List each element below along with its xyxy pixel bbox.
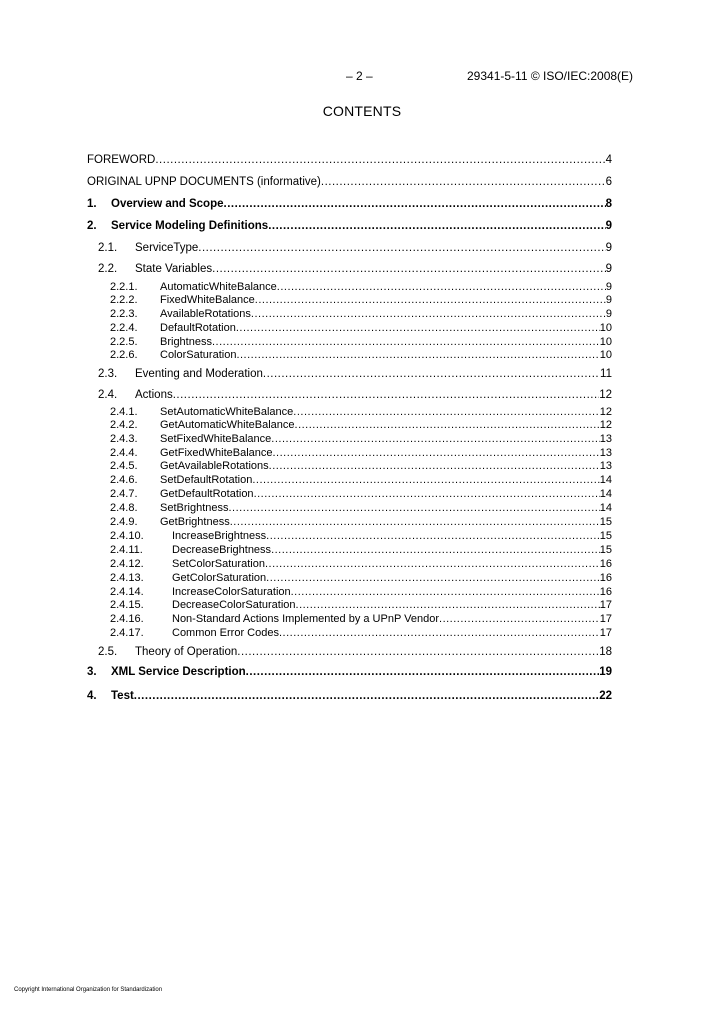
toc-entry[interactable] <box>110 459 612 473</box>
toc-leader-dots <box>198 241 605 255</box>
toc-entry-page: 8 <box>605 198 612 210</box>
toc-entry-title: SetBrightness <box>160 502 229 514</box>
toc-entry[interactable] <box>110 280 612 294</box>
toc-entry-title: SetAutomaticWhiteBalance <box>160 406 294 418</box>
toc-entry-page: 13 <box>599 433 612 445</box>
toc-entry-title: Actions <box>135 389 173 401</box>
toc-entry[interactable] <box>98 241 612 255</box>
toc-entry-page: 9 <box>605 281 612 293</box>
toc-entry-number: 2.4.12. <box>110 558 144 570</box>
toc-entry-page: 10 <box>599 322 612 334</box>
toc-entry[interactable] <box>110 543 612 557</box>
toc-leader-dots <box>237 645 599 659</box>
toc-entry-page: 9 <box>605 263 612 275</box>
toc-entry-number: 2.4.16. <box>110 613 144 625</box>
toc-leader-dots <box>273 446 600 460</box>
toc-entry-page: 13 <box>599 460 612 472</box>
toc-leader-dots <box>155 153 605 167</box>
toc-leader-dots <box>291 585 600 599</box>
toc-entry-title: Service Modeling Definitions <box>111 220 269 232</box>
toc-entry-title: AvailableRotations <box>160 308 251 320</box>
toc-entry-number: 2.2.3. <box>110 308 138 320</box>
toc-leader-dots <box>173 388 599 402</box>
toc-entry-title: Non-Standard Actions Implemented by a UPnP Vendor <box>172 613 440 625</box>
toc-entry-number: 3. <box>87 666 97 678</box>
toc-entry-page: 22 <box>599 690 612 702</box>
toc-entry-title: SetFixedWhiteBalance <box>160 433 272 445</box>
standard-reference: 29341-5-11 © ISO/IEC:2008(E) <box>467 69 634 83</box>
toc-entry-title: Test <box>111 690 134 702</box>
toc-entry-page: 10 <box>599 349 612 361</box>
toc-entry[interactable] <box>98 388 612 402</box>
toc-entry[interactable] <box>110 515 612 529</box>
toc-entry-number: 2.2.2. <box>110 294 138 306</box>
toc-entry-page: 13 <box>599 447 612 459</box>
toc-leader-dots <box>293 405 599 419</box>
toc-entry-number: 2.4.6. <box>110 474 138 486</box>
toc-entry-page: 15 <box>599 544 612 556</box>
toc-entry-page: 11 <box>600 368 612 380</box>
toc-entry-title: Eventing and Moderation <box>135 368 263 380</box>
toc-entry-number: 2.4.9. <box>110 516 138 528</box>
toc-entry-number: 2.4.5. <box>110 460 138 472</box>
toc-entry[interactable] <box>110 321 612 335</box>
toc-leader-dots <box>251 307 606 321</box>
toc-leader-dots <box>212 335 600 349</box>
toc-entry-page: 9 <box>605 308 612 320</box>
toc-entry[interactable] <box>110 585 612 599</box>
toc-entry[interactable] <box>110 487 612 501</box>
toc-entry-title: Brightness <box>160 336 212 348</box>
toc-leader-dots <box>268 219 605 233</box>
toc-entry-title: GetAutomaticWhiteBalance <box>160 419 295 431</box>
toc-entry-number: 2.4.3. <box>110 433 138 445</box>
toc-entry[interactable] <box>87 153 612 167</box>
toc-entry-number: 2.2.6. <box>110 349 138 361</box>
toc-entry-number: 2.3. <box>98 368 118 380</box>
toc-entry[interactable] <box>110 529 612 543</box>
toc-entry-number: 2.4.1. <box>110 406 138 418</box>
toc-entry-title: State Variables <box>135 263 213 275</box>
toc-entry[interactable] <box>87 689 612 703</box>
toc-entry-number: 2.2.4. <box>110 322 138 334</box>
toc-entry-title: GetAvailableRotations <box>160 460 269 472</box>
toc-entry-page: 12 <box>599 389 612 401</box>
toc-entry-title: DecreaseColorSaturation <box>172 599 296 611</box>
toc-entry-number: 2.2.1. <box>110 281 138 293</box>
toc-entry-number: 2.4.2. <box>110 419 138 431</box>
toc-leader-dots <box>263 367 600 381</box>
toc-entry-page: 9 <box>605 220 612 232</box>
toc-entry-number: 2.2.5. <box>110 336 138 348</box>
toc-entry-title: Common Error Codes <box>172 627 279 639</box>
toc-entry-number: 2.4.4. <box>110 447 138 459</box>
toc-leader-dots <box>224 197 606 211</box>
toc-entry-page: 17 <box>599 599 612 611</box>
toc-leader-dots <box>266 529 600 543</box>
toc-entry-page: 16 <box>599 586 612 598</box>
toc-entry-page: 15 <box>599 530 612 542</box>
toc-entry[interactable] <box>110 598 612 612</box>
toc-entry[interactable] <box>110 473 612 487</box>
toc-leader-dots <box>279 626 600 640</box>
toc-leader-dots <box>271 543 600 557</box>
toc-entry[interactable] <box>110 626 612 640</box>
toc-entry-title: SetColorSaturation <box>172 558 265 570</box>
toc-leader-dots <box>246 665 600 679</box>
toc-entry-number: 2.4.14. <box>110 586 144 598</box>
toc-entry[interactable] <box>110 307 612 321</box>
toc-entry-number: 2.5. <box>98 646 118 658</box>
toc-leader-dots <box>230 515 600 529</box>
toc-entry-title: ColorSaturation <box>160 349 237 361</box>
toc-entry-title: IncreaseBrightness <box>172 530 267 542</box>
toc-entry-title: ORIGINAL UPNP DOCUMENTS (informative) <box>87 176 321 188</box>
copyright-footer: Copyright International Organization for Standardization <box>14 987 163 993</box>
toc-entry-title: FOREWORD <box>87 154 156 166</box>
toc-entry[interactable] <box>110 418 612 432</box>
toc-leader-dots <box>265 557 600 571</box>
toc-entry-title: GetFixedWhiteBalance <box>160 447 273 459</box>
toc-entry[interactable] <box>110 293 612 307</box>
toc-leader-dots <box>266 571 600 585</box>
toc-leader-dots <box>228 501 599 515</box>
toc-entry-page: 9 <box>605 294 612 306</box>
toc-entry[interactable] <box>110 348 612 362</box>
toc-entry-title: GetColorSaturation <box>172 572 267 584</box>
toc-entry-page: 4 <box>605 154 612 166</box>
toc-leader-dots <box>269 459 600 473</box>
toc-entry[interactable] <box>110 432 612 446</box>
toc-entry-number: 2.4.17. <box>110 627 144 639</box>
toc-entry[interactable] <box>110 446 612 460</box>
toc-entry-number: 2.1. <box>98 242 118 254</box>
toc-entry-page: 17 <box>599 627 612 639</box>
toc-entry[interactable] <box>110 405 612 419</box>
toc-entry[interactable] <box>110 557 612 571</box>
toc-entry-title: IncreaseColorSaturation <box>172 586 291 598</box>
toc-leader-dots <box>255 293 606 307</box>
toc-entry[interactable] <box>98 367 612 381</box>
toc-entry-title: FixedWhiteBalance <box>160 294 255 306</box>
toc-entry-page: 14 <box>599 474 612 486</box>
toc-entry-title: AutomaticWhiteBalance <box>160 281 277 293</box>
toc-leader-dots <box>252 473 599 487</box>
toc-entry[interactable] <box>87 665 612 679</box>
toc-leader-dots <box>277 280 606 294</box>
toc-entry[interactable] <box>110 335 612 349</box>
toc-entry-page: 6 <box>605 176 612 188</box>
toc-leader-dots <box>271 432 599 446</box>
toc-entry-number: 2.4.13. <box>110 572 144 584</box>
page-number: – 2 – <box>346 69 373 83</box>
toc-entry[interactable] <box>110 571 612 585</box>
contents-title: CONTENTS <box>322 103 402 119</box>
toc-leader-dots <box>296 598 600 612</box>
toc-entry[interactable] <box>98 645 612 659</box>
toc-entry-number: 2.4.10. <box>110 530 144 542</box>
toc-entry-title: Overview and Scope <box>111 198 224 210</box>
toc-entry-page: 12 <box>599 406 612 418</box>
toc-leader-dots <box>439 612 600 626</box>
toc-entry-page: 14 <box>599 502 612 514</box>
toc-entry-number: 2.2. <box>98 263 118 275</box>
toc-entry-number: 2.4.7. <box>110 488 138 500</box>
toc-leader-dots <box>254 487 600 501</box>
toc-entry-title: XML Service Description <box>111 666 246 678</box>
toc-entry-title: SetDefaultRotation <box>160 474 253 486</box>
toc-entry[interactable] <box>87 197 612 211</box>
toc-leader-dots <box>236 321 600 335</box>
toc-entry-title: GetBrightness <box>160 516 230 528</box>
toc-leader-dots <box>321 175 606 189</box>
toc-entry-page: 19 <box>599 666 612 678</box>
toc-leader-dots <box>236 348 599 362</box>
toc-entry-page: 12 <box>599 419 612 431</box>
toc-entry[interactable] <box>110 612 612 626</box>
toc-entry[interactable] <box>87 175 612 189</box>
toc-leader-dots <box>212 262 605 276</box>
toc-entry[interactable] <box>98 262 612 276</box>
toc-entry-number: 2. <box>87 220 97 232</box>
toc-entry[interactable] <box>110 501 612 515</box>
toc-entry-page: 9 <box>605 242 612 254</box>
toc-entry-title: Theory of Operation <box>135 646 238 658</box>
toc-entry-number: 2.4.15. <box>110 599 144 611</box>
toc-entry-page: 16 <box>599 558 612 570</box>
toc-entry[interactable] <box>87 219 612 233</box>
toc-entry-title: GetDefaultRotation <box>160 488 254 500</box>
toc-entry-number: 4. <box>87 690 97 702</box>
toc-leader-dots <box>134 689 599 703</box>
toc-entry-title: DecreaseBrightness <box>172 544 272 556</box>
toc-entry-number: 1. <box>87 198 97 210</box>
toc-entry-title: DefaultRotation <box>160 322 236 334</box>
toc-entry-page: 18 <box>599 646 612 658</box>
toc-entry-page: 16 <box>599 572 612 584</box>
toc-entry-page: 10 <box>599 336 612 348</box>
toc-entry-title: ServiceType <box>135 242 199 254</box>
toc-entry-page: 14 <box>599 488 612 500</box>
toc-entry-number: 2.4.8. <box>110 502 138 514</box>
toc-entry-page: 17 <box>599 613 612 625</box>
toc-leader-dots <box>295 418 600 432</box>
toc-entry-page: 15 <box>599 516 612 528</box>
toc-entry-number: 2.4. <box>98 389 118 401</box>
toc-entry-number: 2.4.11. <box>110 544 143 556</box>
